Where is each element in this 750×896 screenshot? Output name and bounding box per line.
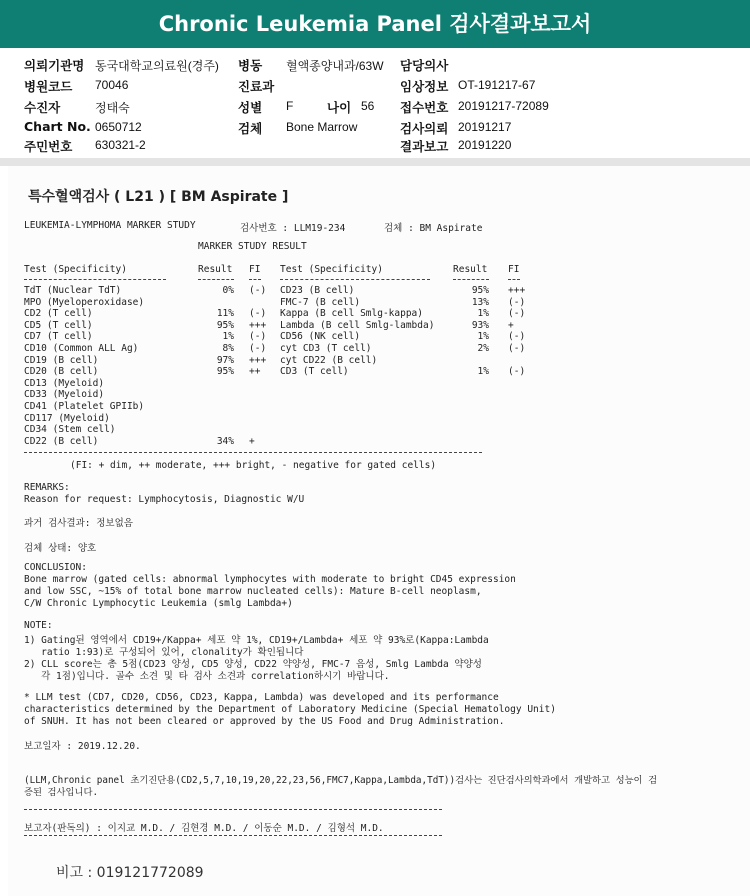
marker-result: 13% [471, 296, 489, 308]
report-date-value: 20191220 [458, 138, 512, 152]
col-header-test-left: Test (Specificity) [24, 264, 127, 275]
remark-bottom: 비고 : 019121772089 [56, 865, 204, 881]
marker-fi: (-) [249, 285, 267, 296]
study-title: LEUKEMIA-LYMPHOMA MARKER STUDY [24, 220, 196, 231]
examinee-value: 정태숙 [95, 101, 130, 115]
marker-result: 1% [222, 331, 234, 343]
col-header-fi-right: FI [508, 264, 520, 275]
id-label: 주민번호 [24, 139, 73, 154]
marker-fi: +++ [249, 319, 267, 331]
col-header-test-right: Test (Specificity) [280, 264, 383, 275]
section-divider [0, 158, 750, 166]
marker-result: 93% [471, 319, 489, 331]
marker-result: 34% [216, 435, 234, 447]
col-header-result-left: Result [198, 264, 233, 275]
hospital-code-value: 70046 [95, 78, 129, 92]
conclusion-line: and low SSC, ~15% of total bone marrow nucleated cells): Mature B-cell neoplasm, [24, 586, 482, 597]
divider [24, 809, 442, 810]
marker-fi: (-) [508, 343, 526, 354]
col-header-result-right: Result [453, 264, 488, 275]
clinical-info-value: OT-191217-67 [458, 78, 536, 92]
specimen-text: 검체 : BM Aspirate [384, 223, 483, 234]
marker-test-name: cyt CD3 (T cell) [280, 343, 372, 354]
divider [249, 279, 261, 280]
llm-line: * LLM test (CD7, CD20, CD56, CD23, Kappa, Lambda) was developed and its performance [24, 692, 499, 703]
age-value: 56 [361, 99, 375, 113]
chart-no-value: 0650712 [95, 120, 142, 134]
marker-test-name: MPO (Myeloperoxidase) [24, 296, 145, 308]
report-document [8, 166, 750, 896]
panel-note-line: (LLM,Chronic panel 초기진단용(CD2,5,7,10,19,20,22,23,56,FMC7,Kappa,Lambda,TdT))검사는 진단검사의학과에서 개발하고 성능이 검 [24, 775, 658, 786]
col-header-fi-left: FI [249, 264, 261, 275]
report-date: 보고일자 : 2019.12.20. [24, 741, 141, 752]
receipt-label: 접수번호 [400, 100, 449, 115]
ward-value: 혈액종양내과/63W [286, 59, 384, 73]
id-value: 630321-2 [95, 138, 146, 152]
marker-test-name: CD13 (Myeloid) [24, 377, 105, 389]
marker-test-name: FMC-7 (B cell) [280, 296, 361, 308]
marker-result: 95% [471, 285, 489, 296]
remarks-title: REMARKS: [24, 482, 70, 493]
note-line: 각 1점)입니다. 골수 소견 및 타 검사 소견과 correlation하시기 바랍니다. [24, 671, 390, 682]
institution-value: 동국대학교의료원(경주) [95, 59, 219, 73]
conclusion-line: Bone marrow (gated cells: abnormal lymphocytes with moderate to bright CD45 expression [24, 574, 516, 585]
marker-test-name: CD23 (B cell) [280, 285, 355, 296]
sex-label: 성별 [238, 100, 263, 115]
ward-label: 병동 [238, 58, 263, 73]
llm-line: of SNUH. It has not been cleared or approved by the US Food and Drug Administration. [24, 716, 505, 727]
examinee-label: 수진자 [24, 100, 61, 115]
marker-test-name: CD117 (Myeloid) [24, 412, 110, 424]
page-title: Chronic Leukemia Panel 검사결과보고서 [0, 0, 750, 48]
divider [24, 835, 442, 836]
marker-test-name: CD10 (Common ALL Ag) [24, 343, 139, 354]
marker-test-name: CD20 (B cell) [24, 366, 99, 378]
marker-fi: +++ [249, 354, 267, 366]
divider [453, 279, 489, 280]
marker-test-name: Lambda (B cell Smlg-lambda) [280, 319, 435, 331]
marker-result: 95% [216, 366, 234, 378]
note-line: 2) CLL score는 총 5점(CD23 양성, CD5 양성, CD22 약양성, FMC-7 음성, Smlg Lambda 약양성 [24, 659, 482, 670]
marker-test-name: CD33 (Myeloid) [24, 389, 105, 401]
section-title: 특수혈액검사 ( L21 ) [ BM Aspirate ] [28, 189, 289, 205]
marker-fi: (-) [508, 331, 526, 343]
conclusion-title: CONCLUSION: [24, 562, 87, 573]
marker-test-name: CD7 (T cell) [24, 331, 93, 343]
request-date-value: 20191217 [458, 120, 512, 134]
report-date-label: 결과보고 [400, 139, 449, 154]
divider [24, 452, 482, 453]
marker-fi: (-) [249, 331, 267, 343]
marker-fi: (-) [249, 308, 267, 320]
marker-test-name: CD56 (NK cell) [280, 331, 361, 343]
marker-test-name: CD22 (B cell) [24, 435, 99, 447]
marker-result: 95% [216, 319, 234, 331]
note-title: NOTE: [24, 620, 53, 631]
marker-fi: (-) [508, 296, 526, 308]
note-line: ratio 1:93)로 구성되어 있어, clonality가 확인됩니다 [24, 647, 304, 658]
divider [508, 279, 520, 280]
result-title: MARKER STUDY RESULT [198, 241, 307, 252]
reporters: 보고자(판독의) : 이지교 M.D. / 김현경 M.D. / 이동순 M.D. / 김형석 M.D. [24, 823, 384, 834]
marker-result: 1% [477, 308, 489, 320]
clinical-info-label: 임상정보 [400, 79, 449, 94]
chart-no-label: Chart No. [24, 119, 91, 134]
prior-result: 과거 검사결과: 정보없음 [24, 518, 133, 529]
panel-note-line: 증된 검사입니다. [24, 787, 99, 798]
marker-fi: + [249, 435, 255, 447]
marker-test-name: CD34 (Stem cell) [24, 424, 116, 436]
marker-fi: (-) [508, 366, 526, 378]
specimen-value: Bone Marrow [286, 120, 358, 134]
patient-info-panel [0, 50, 750, 158]
marker-test-name: CD2 (T cell) [24, 308, 93, 320]
marker-result: 11% [216, 308, 234, 320]
marker-test-name: CD3 (T cell) [280, 366, 349, 378]
physician-label: 담당의사 [400, 58, 449, 73]
specimen-status: 검체 상태: 양호 [24, 543, 97, 554]
marker-fi: + [508, 319, 514, 331]
hospital-code-label: 병원코드 [24, 79, 73, 94]
fi-legend: (FI: + dim, ++ moderate, +++ bright, - negative for gated cells) [70, 460, 437, 471]
llm-line: characteristics determined by the Department of Laboratory Medicine (Special Hematology Unit) [24, 704, 556, 715]
marker-fi: ++ [249, 366, 261, 378]
marker-test-name: CD41 (Platelet GPIIb) [24, 401, 145, 412]
marker-test-name: Kappa (B cell Smlg-kappa) [280, 308, 423, 320]
marker-fi: (-) [249, 343, 267, 354]
divider [24, 279, 166, 280]
marker-result: 1% [477, 366, 489, 378]
specimen-label: 검체 [238, 121, 263, 136]
marker-result: 0% [222, 285, 234, 296]
conclusion-line: C/W Chronic Lymphocytic Leukemia (smlg Lambda+) [24, 598, 293, 609]
marker-result: 8% [222, 343, 234, 354]
marker-result: 2% [477, 343, 489, 354]
marker-fi: +++ [508, 285, 526, 296]
remarks-reason: Reason for request: Lymphocytosis, Diagnostic W/U [24, 494, 305, 505]
divider [198, 279, 234, 280]
marker-result: 97% [216, 354, 234, 366]
institution-label: 의뢰기관명 [24, 58, 85, 73]
age-label: 나이 [327, 100, 352, 115]
divider [280, 279, 430, 280]
exam-number: 검사번호 : LLM19-234 [240, 223, 346, 234]
marker-test-name: CD5 (T cell) [24, 319, 93, 331]
marker-test-name: TdT (Nuclear TdT) [24, 285, 122, 296]
marker-fi: (-) [508, 308, 526, 320]
marker-test-name: CD19 (B cell) [24, 354, 99, 366]
note-line: 1) Gating된 영역에서 CD19+/Kappa+ 세포 약 1%, CD19+/Lambda+ 세포 약 93%로(Kappa:Lambda [24, 635, 489, 646]
sex-value: F [286, 99, 294, 113]
request-date-label: 검사의뢰 [400, 121, 449, 136]
marker-test-name: cyt CD22 (B cell) [280, 354, 378, 366]
receipt-value: 20191217-72089 [458, 99, 549, 113]
dept-label: 진료과 [238, 79, 275, 94]
marker-result: 1% [477, 331, 489, 343]
